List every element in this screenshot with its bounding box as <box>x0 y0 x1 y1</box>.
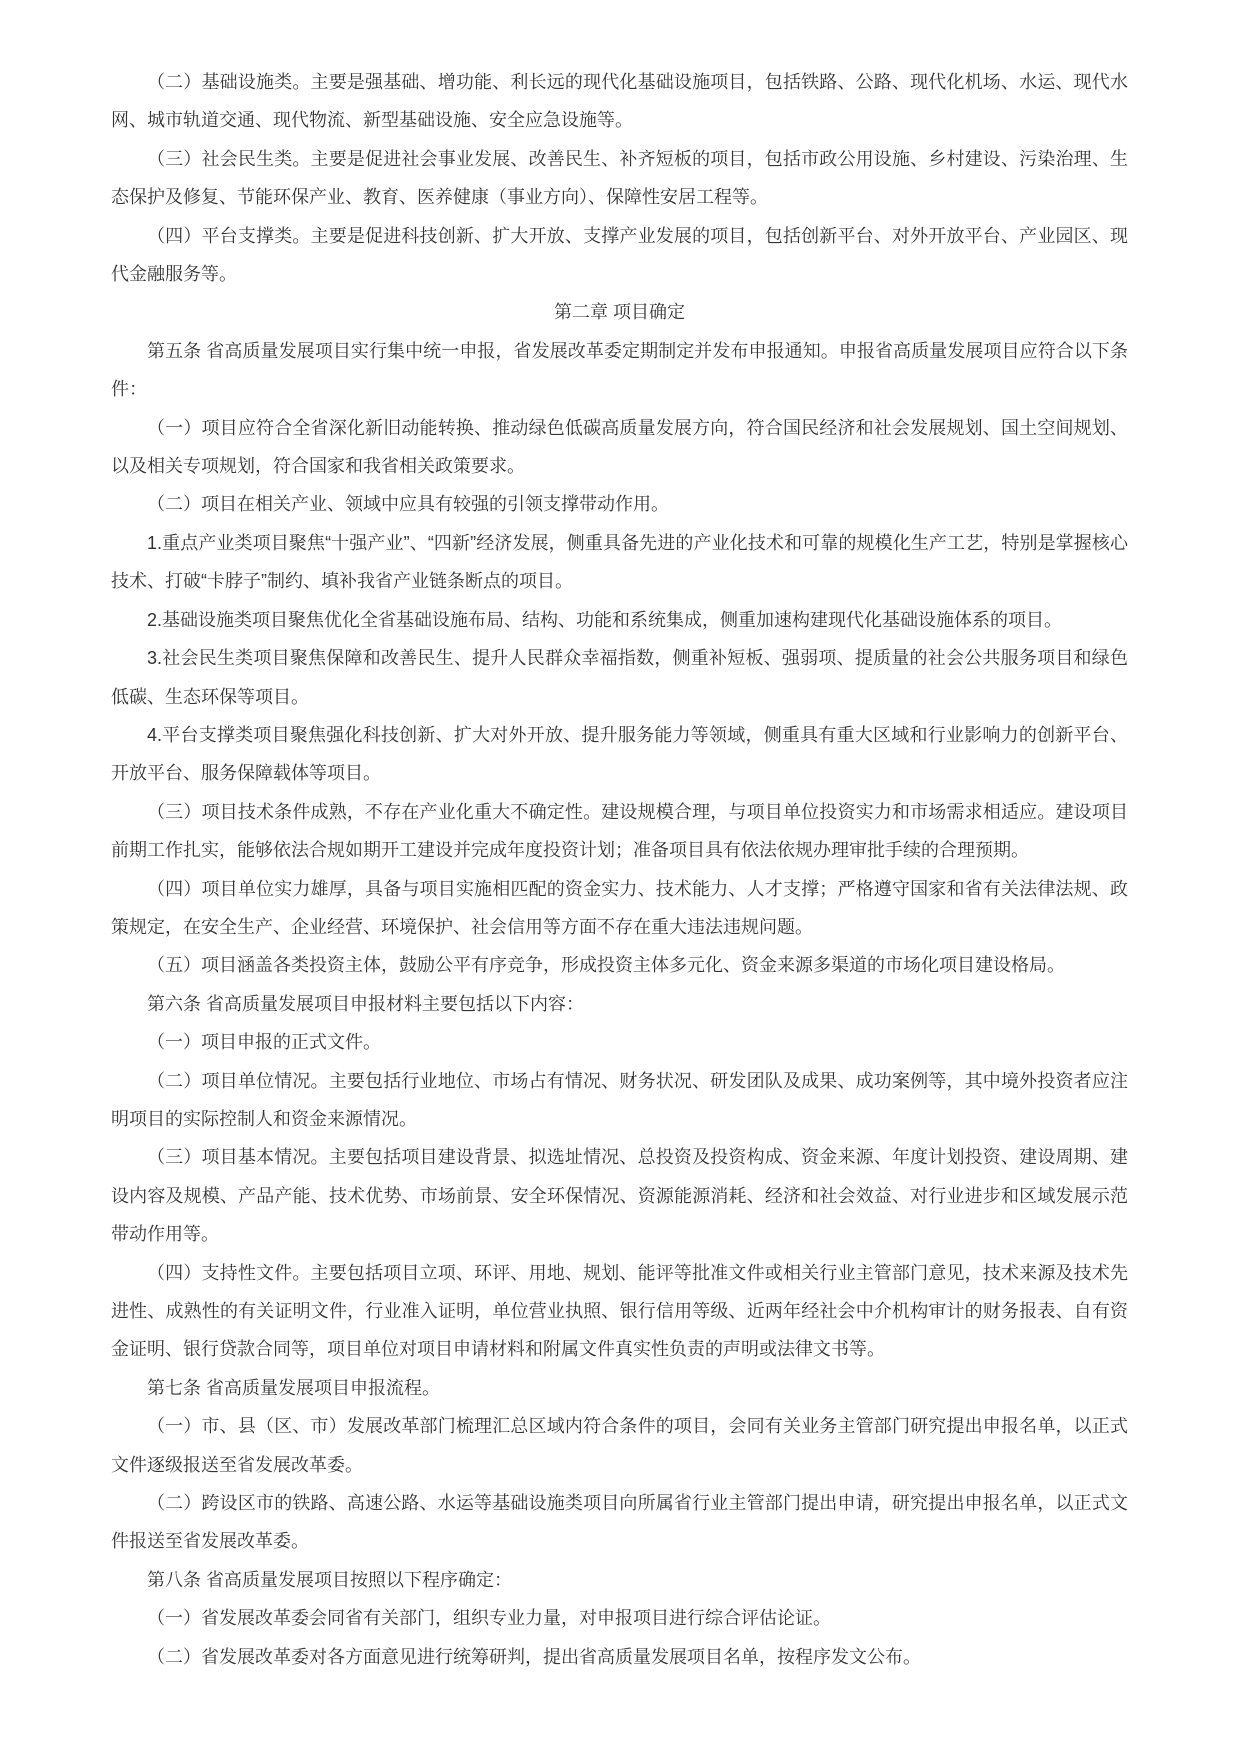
paragraph: 3.社会民生类项目聚焦保障和改善民生、提升人民群众幸福指数，侧重补短板、强弱项、提质量的社会公共服务项目和绿色低碳、生态环保等项目。 <box>111 648 1128 707</box>
paragraph: 2.基础设施类项目聚焦优化全省基础设施布局、结构、功能和系统集成，侧重加速构建现代化基础设施体系的项目。 <box>147 609 1063 630</box>
paragraph: （三）项目技术条件成熟，不存在产业化重大不确定性。建设规模合理，与项目单位投资实力和市场需求相适应。建设项目前期工作扎实，能够依法合规如期开工建设并完成年度投资计划；准备项目具有依法依规办理审批手续的合理预期。 <box>111 801 1128 861</box>
paragraph: （三）社会民生类。主要是促进社会事业发展、改善民生、补齐短板的项目，包括市政公用设施、乡村建设、污染治理、生态保护及修复、节能环保产业、教育、医养健康（事业方向）、保障性安居工程等。 <box>111 148 1128 208</box>
paragraph: （五）项目涵盖各类投资主体，鼓励公平有序竞争，形成投资主体多元化、资金来源多渠道的市场化项目建设格局。 <box>147 955 1065 976</box>
chapter-heading: 第二章 项目确定 <box>553 302 685 323</box>
paragraph: （四）项目单位实力雄厚，具备与项目实施相匹配的资金实力、技术能力、人才支撑；严格遵守国家和省有关法律法规、政策规定，在安全生产、企业经营、环境保护、社会信用等方面不存在重大违法违规问题。 <box>111 878 1128 937</box>
paragraph: （二）项目在相关产业、领域中应具有较强的引领支撑带动作用。 <box>147 494 669 515</box>
paragraph: （二）省发展改革委对各方面意见进行统筹研判，提出省高质量发展项目名单，按程序发文公布。 <box>147 1646 921 1667</box>
paragraph: （二）跨设区市的铁路、高速公路、水运等基础设施类项目向所属省行业主管部门提出申请，研究提出申报名单，以正式文件报送至省发展改革委。 <box>111 1493 1128 1552</box>
paragraph: 4.平台支撑类项目聚焦强化科技创新、扩大对外开放、提升服务能力等领域，侧重具有重大区域和行业影响力的创新平台、开放平台、服务保障载体等项目。 <box>111 724 1128 784</box>
paragraph: （一）市、县（区、市）发展改革部门梳理汇总区域内符合条件的项目，会同有关业务主管部门研究提出申报名单，以正式文件逐级报送至省发展改革委。 <box>111 1416 1128 1475</box>
paragraph: （四）平台支撑类。主要是促进科技创新、扩大开放、支撑产业发展的项目，包括创新平台、对外开放平台、产业园区、现代金融服务等。 <box>111 225 1128 285</box>
paragraph: 第五条 省高质量发展项目实行集中统一申报，省发展改革委定期制定并发布申报通知。申报省高质量发展项目应符合以下条件： <box>111 340 1128 400</box>
paragraph: 第七条 省高质量发展项目申报流程。 <box>147 1377 440 1398</box>
paragraph: 1.重点产业类项目聚焦“十强产业”、“四新”经济发展，侧重具备先进的产业化技术和可靠的规模化生产工艺，特别是掌握核心技术、打破“卡脖子”制约、填补我省产业链条断点的项目。 <box>111 532 1128 592</box>
paragraph: （二）项目单位情况。主要包括行业地位、市场占有情况、财务状况、研发团队及成果、成功案例等，其中境外投资者应注明项目的实际控制人和资金来源情况。 <box>111 1070 1128 1129</box>
paragraph: （三）项目基本情况。主要包括项目建设背景、拟选址情况、总投资及投资构成、资金来源、年度计划投资、建设周期、建设内容及规模、产品产能、技术优势、市场前景、安全环保情况、资源能源消耗、经济和社会效益、对行业进步和区域发展示范带动作用等。 <box>111 1147 1128 1245</box>
paragraph: （一）项目应符合全省深化新旧动能转换、推动绿色低碳高质量发展方向，符合国民经济和社会发展规划、国土空间规划、以及相关专项规划，符合国家和我省相关政策要求。 <box>111 417 1128 477</box>
paragraph: 第六条 省高质量发展项目申报材料主要包括以下内容： <box>147 993 584 1014</box>
paragraph: 第八条 省高质量发展项目按照以下程序确定： <box>147 1569 512 1590</box>
paragraph: （二）基础设施类。主要是强基础、增功能、利长远的现代化基础设施项目，包括铁路、公路、现代化机场、水运、现代水网、城市轨道交通、现代物流、新型基础设施、安全应急设施等。 <box>111 72 1128 131</box>
paragraph: （四）支持性文件。主要包括项目立项、环评、用地、规划、能评等批准文件或相关行业主管部门意见，技术来源及技术先进性、成熟性的有关证明文件，行业准入证明，单位营业执照、银行信用等级、近两年经社会中介机构审计的财务报表、自有资金证明、银行贷款合同等，项目单位对项目申请材料和附属文件真实性负责的声明或法律文书等。 <box>111 1262 1128 1360</box>
paragraph: （一）省发展改革委会同省有关部门，组织专业力量，对申报项目进行综合评估论证。 <box>147 1608 831 1629</box>
paragraph: （一）项目申报的正式文件。 <box>147 1032 381 1053</box>
